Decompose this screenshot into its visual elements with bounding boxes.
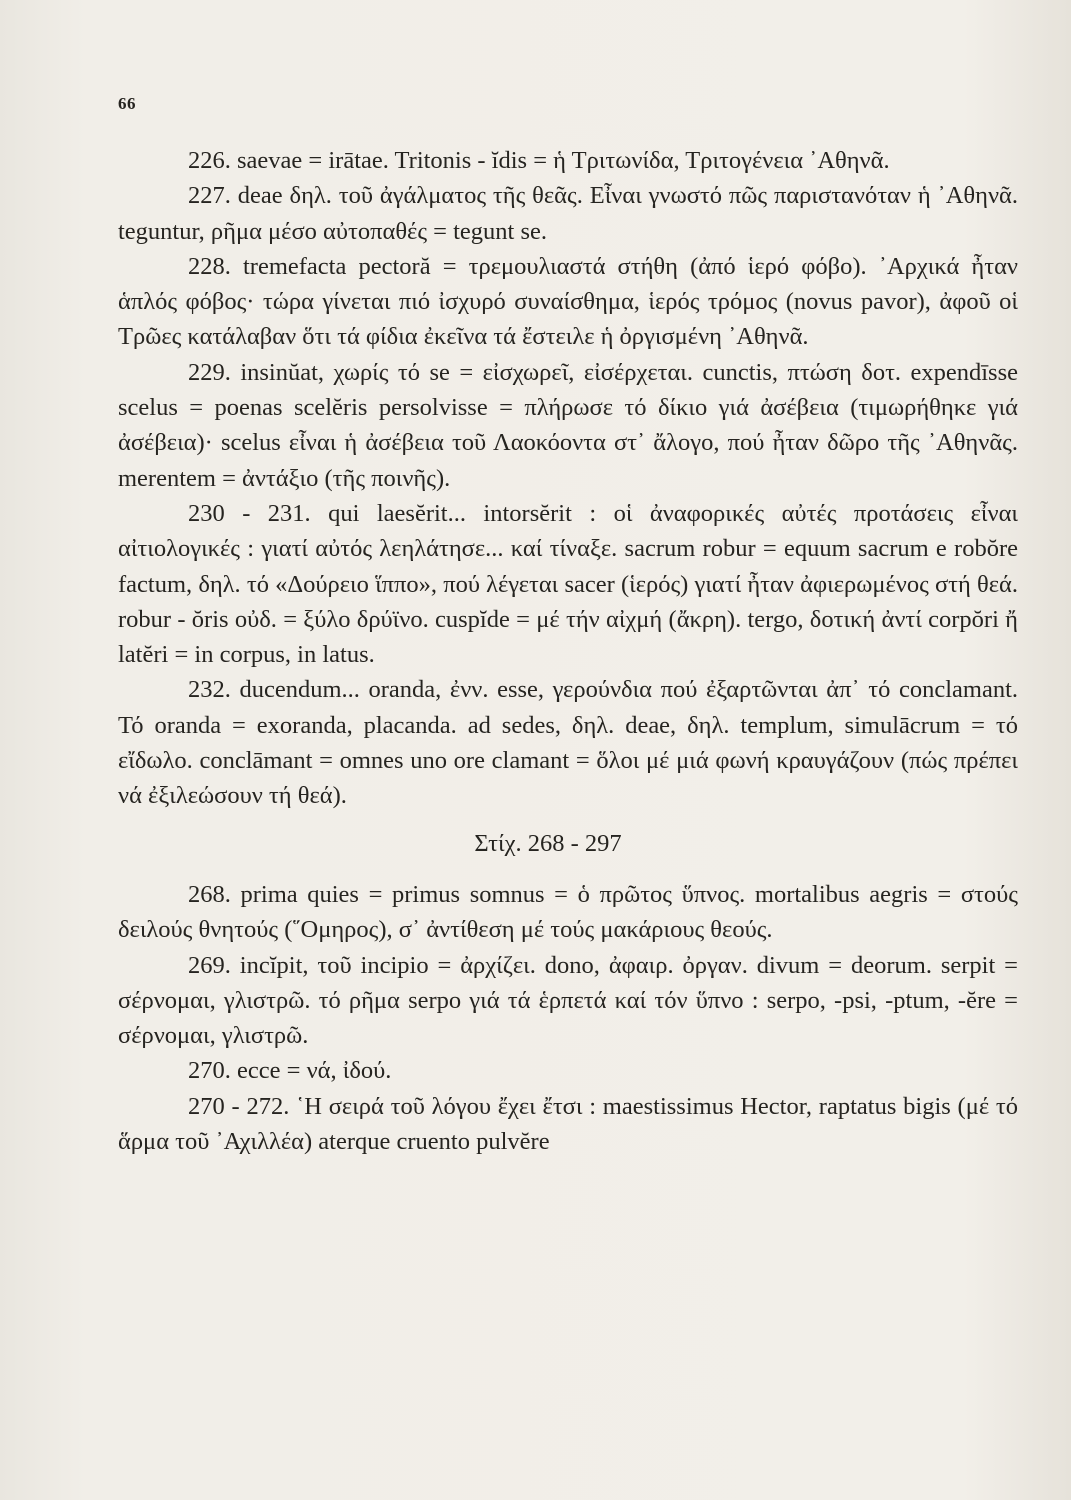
note-226: 226. saevae = irātae. Tritonis - ĭdis = ἡ Τριτωνίδα, Τριτογένεια ᾿Αθηνᾶ. [188, 147, 890, 174]
note-230-231: 230 - 231. qui laesĕrit... intorsĕrit : οἱ ἀναφορικές αὐτές προτάσεις εἶναι αἰτιολογικές : γιατί αὐτός λεηλάτησε... καί τίναξε. sacrum robur = equum sacrum e robŏre factum, δηλ. τό «Δούρειο ἵππο», πού λέγεται sacer (ἱερός) γιατί ἦταν ἀφιερωμένος στή θεά. robur - ŏris οὐδ. = ξύλο δρύϊνο. cuspĭde = μέ τήν αἰχμή (ἄκρη). tergo, δοτική ἀντί corpŏri ἤ latĕri = in corpus, in latus. [118, 499, 1018, 669]
note-270: 270. ecce = νά, ἰδού. [188, 1057, 392, 1085]
note-270-272: 270 - 272. ῾Η σειρά τοῦ λόγου ἔχει ἔτσι : maestissimus Hector, raptatus bigis (μέ τό ἅρμα τοῦ ᾿Αχιλλέα) aterque cruento pulvĕre [118, 1092, 1018, 1156]
note-268: 268. prima quies = primus somnus = ὁ πρῶτος ὕπνος. mortalibus aegris = στούς δειλούς θνητούς (῞Ομηρος), σ᾿ ἀντίθεση μέ τούς μακάριους θεούς. [118, 880, 1018, 944]
commentary-text [118, 143, 1018, 1159]
note-228: 228. tremefacta pectoră = τρεμουλιαστά στήθη (ἀπό ἱερό φόβο). ᾿Αρχικά ἦταν ἁπλός φόβος· τώρα γίνεται πιό ἰσχυρό συναίσθημα, ἱερός τρόμος (novus pavor), ἀφοῦ οἱ Τρῶες κατάλαβαν ὅτι τά φίδια ἐκεῖνα τά ἔστειλε ἡ ὀργισμένη ᾿Αθηνᾶ. [118, 252, 1018, 351]
page-number: 66 [118, 94, 136, 113]
section-heading: Στίχ. 268 - 297 [474, 829, 622, 857]
note-269: 269. incĭpit, τοῦ incipio = ἀρχίζει. dono, ἀφαιρ. ὀργαν. divum = deorum. serpit = σέρνομαι, γλιστρῶ. τό ρῆμα serpo γιά τά ἑρπετά καί τόν ὕπνο : serpo, -psi, -ptum, -ĕre = σέρνομαι, γλιστρῶ. [118, 951, 1018, 1050]
note-229: 229. insinŭat, χωρίς τό se = εἰσχωρεῖ, εἰσέρχεται. cunctis, πτώση δοτ. expendīsse scelus = poenas scelĕris persolvisse = πλήρωσε τό δίκιο γιά ἀσέβεια (τιμωρήθηκε γιά ἀσέβεια)· scelus εἶναι ἡ ἀσέβεια τοῦ Λαοκόοντα στ᾿ ἄλογο, πού ἦταν δῶρο τῆς ᾿Αθηνᾶς. merentem = ἀντάξιο (τῆς ποινῆς). [118, 358, 1018, 492]
note-227: 227. deae δηλ. τοῦ ἀγάλματος τῆς θεᾶς. Εἶναι γνωστό πῶς παριστανόταν ἡ ᾿Αθηνᾶ. teguntur, ρῆμα μέσο αὐτοπαθές = tegunt se. [118, 182, 1018, 245]
note-232: 232. ducendum... oranda, ἐνν. esse, γερούνδια πού ἐξαρτῶνται ἀπ᾿ τό conclamant. Τό oranda = exoranda, placanda. ad sedes, δηλ. deae, δηλ. templum, simulācrum = τό εἴδωλο. conclāmant = omnes uno ore clamant = ὅλοι μέ μιά φωνή κραυγάζουν (πώς πρέπει νά ἐξιλεώσουν τή θεά). [118, 676, 1018, 810]
